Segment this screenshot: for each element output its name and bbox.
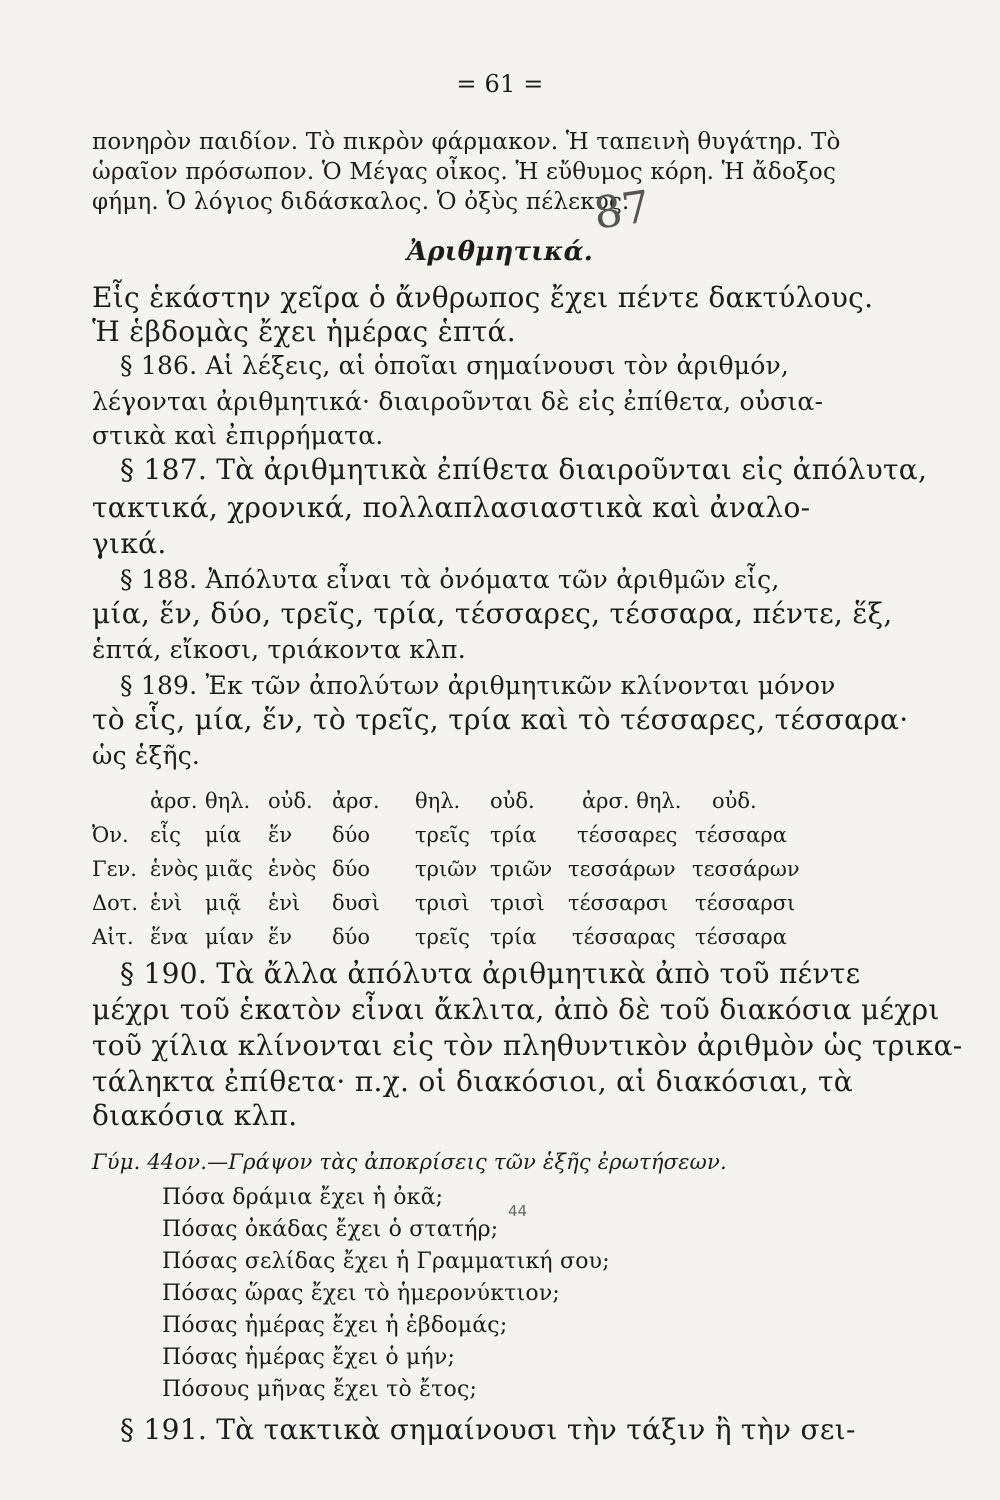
pencil-note: 44: [508, 1202, 528, 1220]
table-cell: μιᾶς: [205, 857, 253, 881]
table-cell: δυσὶ: [332, 891, 380, 915]
table-cell: ἑνὶ: [150, 891, 183, 915]
paragraph-190-line-3: τοῦ χίλια κλίνονται εἰς τὸν πληθυντικὸν ἀριθμὸν ὡς τρικα-: [92, 1029, 963, 1062]
question-1: Πόσα δράμια ἔχει ἡ ὀκᾶ;: [162, 1185, 444, 1210]
page-number: = 61 =: [456, 70, 544, 98]
table-cell: ἑνὸς: [150, 857, 199, 881]
paragraph-189-line-3: ὡς ἑξῆς.: [92, 741, 201, 770]
table-cell: τέσσαρα: [695, 823, 787, 847]
table-cell: ἑνὶ: [268, 891, 301, 915]
table-cell: μιᾷ: [205, 891, 242, 915]
exercise-heading: [92, 1148, 912, 1176]
paragraph-187-line-3: γικά.: [92, 527, 167, 560]
exercise-instruction: Γράψον τὰς ἀποκρίσεις τῶν ἑξῆς ἐρωτήσεων.: [228, 1150, 727, 1174]
question-7: Πόσους μῆνας ἔχει τὸ ἔτος;: [162, 1377, 478, 1402]
paragraph-188-line-1: [120, 566, 940, 594]
table-cell: εἷς: [150, 823, 181, 847]
table-cell: δύο: [332, 857, 371, 881]
table-header: ἀρσ. θηλ.: [582, 789, 682, 813]
exercise-label: Γύμ. 44ον.—: [92, 1150, 229, 1174]
paragraph-187-line-1: [120, 453, 940, 486]
case-label: Γεν.: [92, 857, 137, 881]
case-label: Αἰτ.: [92, 925, 134, 949]
paragraph-text: Τὰ ἄλλα ἀπόλυτα ἀριθμητικὰ ἀπὸ τοῦ πέντε: [216, 957, 861, 990]
intro-line-3: φήμη. Ὁ λόγιος διδάσκαλος. Ὁ ὀξὺς πέλεκυς.: [92, 189, 630, 215]
paragraph-text: Ἀπόλυτα εἶναι τὰ ὀνόματα τῶν ἀριθμῶν εἷς,: [205, 565, 780, 594]
table-header: θηλ.: [415, 789, 461, 813]
table-cell: ἕν: [268, 823, 293, 847]
section-number: § 189.: [120, 671, 198, 700]
table-cell: δύο: [332, 925, 371, 949]
table-cell: τέσσαρα: [695, 925, 787, 949]
table-cell: μίαν: [205, 925, 254, 949]
table-cell: μία: [205, 823, 242, 847]
paragraph-187-line-2: τακτικά, χρονικά, πολλαπλασιαστικὰ καὶ ἀναλο-: [92, 491, 811, 524]
section-number: § 186.: [120, 351, 198, 380]
example-line-2: Ἡ ἑβδομὰς ἔχει ἡμέρας ἑπτά.: [92, 315, 516, 348]
table-header: θηλ.: [205, 789, 251, 813]
paragraph-186-line-1: [120, 352, 940, 380]
section-heading: Ἀριθμητικά.: [406, 237, 594, 267]
paragraph-190-line-4: τάληκτα ἐπίθετα· π.χ. οἱ διακόσιοι, αἱ διακόσιαι, τὰ: [92, 1065, 853, 1098]
table-cell: τρεῖς: [415, 925, 470, 949]
table-cell: τρισὶ: [415, 891, 470, 915]
paragraph-190-line-1: [120, 957, 940, 990]
paragraph-190-line-5: διακόσια κλπ.: [92, 1099, 298, 1132]
section-number: § 190.: [120, 957, 208, 990]
paragraph-text: Τὰ τακτικὰ σημαίνουσι τὴν τάξιν ἢ τὴν σει-: [216, 1413, 856, 1446]
table-header: οὐδ.: [712, 789, 757, 813]
handwritten-mark: 87: [590, 181, 654, 240]
table-cell: τεσσάρων: [568, 857, 676, 881]
table-cell: τρεῖς: [415, 823, 470, 847]
paragraph-188-line-2: μία, ἕν, δύο, τρεῖς, τρία, τέσσαρες, τέσσαρα, πέντε, ἕξ,: [92, 597, 893, 630]
question-4: Πόσας ὥρας ἔχει τὸ ἡμερονύκτιον;: [162, 1281, 561, 1306]
table-cell: τρία: [490, 925, 537, 949]
paragraph-text: Τὰ ἀριθμητικὰ ἐπίθετα διαιροῦνται εἰς ἀπόλυτα,: [216, 453, 928, 486]
table-cell: τρισὶ: [490, 891, 545, 915]
paragraph-text: Ἐκ τῶν ἀπολύτων ἀριθμητικῶν κλίνονται μόνον: [205, 671, 836, 700]
paragraph-189-line-2: τὸ εἷς, μία, ἕν, τὸ τρεῖς, τρία καὶ τὸ τέσσαρες, τέσσαρα·: [92, 703, 909, 736]
paragraph-186-line-3: στικὰ καὶ ἐπιρρήματα.: [92, 421, 384, 450]
table-cell: δύο: [332, 823, 371, 847]
paragraph-188-line-3: ἑπτά, εἴκοσι, τριάκοντα κλπ.: [92, 635, 466, 664]
question-3: Πόσας σελίδας ἔχει ἡ Γραμματική σου;: [162, 1249, 610, 1274]
question-5: Πόσας ἡμέρας ἔχει ἡ ἑβδομάς;: [162, 1313, 508, 1338]
table-cell: ἕν: [268, 925, 293, 949]
table-cell: τέσσαρσι: [695, 891, 796, 915]
table-cell: ἑνὸς: [268, 857, 317, 881]
table-cell: ἕνα: [150, 925, 189, 949]
table-cell: τεσσάρων: [692, 857, 800, 881]
table-cell: τέσσαρες: [577, 823, 678, 847]
table-header: οὐδ.: [490, 789, 535, 813]
case-label: Ὀν.: [92, 823, 129, 847]
intro-line-2: ὡραῖον πρόσωπον. Ὁ Μέγας οἶκος. Ἡ εὔθυμος κόρη. Ἡ ἄδοξος: [92, 159, 837, 185]
table-header: οὐδ.: [268, 789, 313, 813]
table-cell: τριῶν: [490, 857, 553, 881]
question-6: Πόσας ἡμέρας ἔχει ὁ μήν;: [162, 1345, 456, 1370]
section-number: § 191.: [120, 1413, 208, 1446]
paragraph-186-line-2: λέγονται ἀριθμητικά· διαιροῦνται δὲ εἰς ἐπίθετα, οὐσια-: [92, 387, 824, 416]
table-cell: τέσσαρσι: [568, 891, 669, 915]
paragraph-189-line-1: [120, 672, 940, 700]
table-header: ἀρσ.: [332, 789, 380, 813]
section-number: § 188.: [120, 565, 198, 594]
example-line-1: Εἷς ἑκάστην χεῖρα ὁ ἄνθρωπος ἔχει πέντε δακτύλους.: [92, 281, 874, 314]
paragraph-191-line-1: [120, 1413, 940, 1446]
question-2: Πόσας ὀκάδας ἔχει ὁ στατήρ;: [162, 1217, 499, 1242]
intro-line-1: πονηρὸν παιδίον. Τὸ πικρὸν φάρμακον. Ἡ ταπεινὴ θυγάτηρ. Τὸ: [92, 129, 841, 155]
table-cell: τριῶν: [415, 857, 478, 881]
paragraph-text: Αἱ λέξεις, αἱ ὁποῖαι σημαίνουσι τὸν ἀριθμόν,: [205, 351, 790, 380]
table-cell: τρία: [490, 823, 537, 847]
section-number: § 187.: [120, 453, 208, 486]
case-label: Δοτ.: [92, 891, 139, 915]
table-cell: τέσσαρας: [572, 925, 676, 949]
paragraph-190-line-2: μέχρι τοῦ ἑκατὸν εἶναι ἄκλιτα, ἀπὸ δὲ τοῦ διακόσια μέχρι: [92, 993, 940, 1026]
table-header: ἀρσ.: [150, 789, 198, 813]
